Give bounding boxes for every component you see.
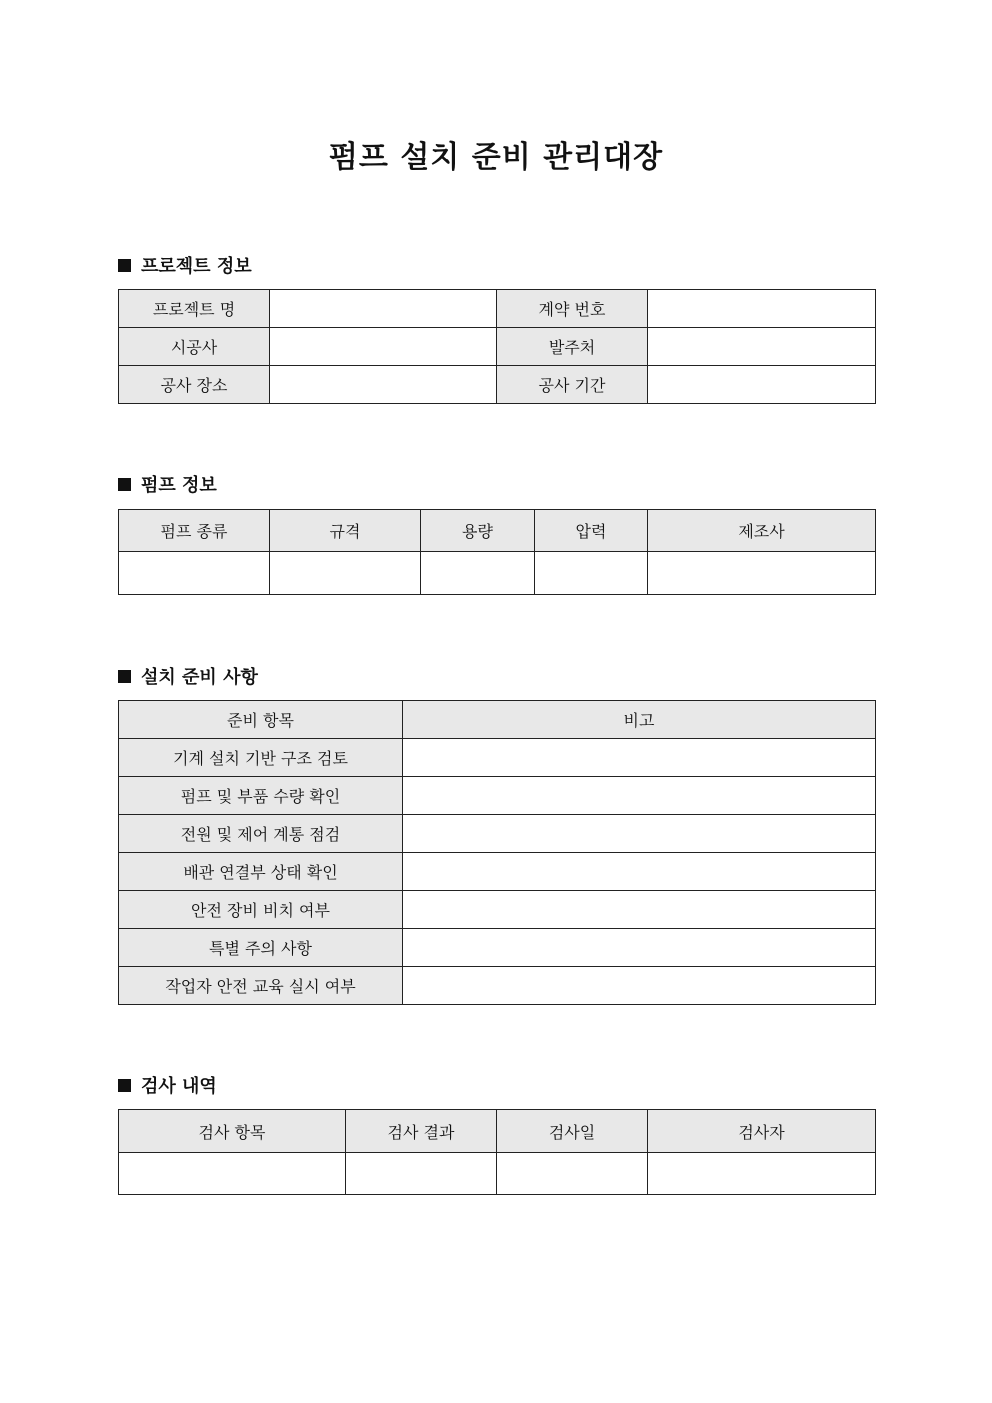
table-row xyxy=(119,739,876,777)
client-field[interactable] xyxy=(648,328,876,366)
prep-item-label: 특별 주의 사항 xyxy=(119,929,403,967)
section-heading-label: 프로젝트 정보 xyxy=(141,256,252,277)
spec-field[interactable] xyxy=(270,552,421,595)
table-row xyxy=(119,815,876,853)
label-site: 공사 장소 xyxy=(119,366,270,404)
table-row xyxy=(119,929,876,967)
prep-item-label: 안전 장비 비치 여부 xyxy=(119,891,403,929)
header-capacity: 용량 xyxy=(421,510,535,552)
header-pressure: 압력 xyxy=(535,510,648,552)
pump-info-table xyxy=(118,509,876,595)
label-contract-number: 계약 번호 xyxy=(497,290,648,328)
header-note: 비고 xyxy=(403,701,876,739)
table-row xyxy=(119,967,876,1005)
prep-item-label: 펌프 및 부품 수량 확인 xyxy=(119,777,403,815)
table-row xyxy=(119,328,876,366)
section-heading-project xyxy=(118,252,252,278)
square-bullet-icon xyxy=(118,1079,131,1092)
table-header-row xyxy=(119,1110,876,1153)
project-info-table xyxy=(118,289,876,404)
contract-number-field[interactable] xyxy=(648,290,876,328)
prep-item-label: 배관 연결부 상태 확인 xyxy=(119,853,403,891)
prep-table xyxy=(118,700,876,1005)
table-row xyxy=(119,366,876,404)
contractor-field[interactable] xyxy=(270,328,497,366)
table-row xyxy=(119,1153,876,1195)
table-header-row xyxy=(119,701,876,739)
square-bullet-icon xyxy=(118,670,131,683)
table-row xyxy=(119,552,876,595)
prep-note-field[interactable] xyxy=(403,853,876,891)
section-heading-label: 설치 준비 사항 xyxy=(141,667,258,688)
page-title: 펌프 설치 준비 관리대장 xyxy=(328,140,664,175)
section-heading-pump xyxy=(118,471,217,497)
table-row xyxy=(119,891,876,929)
header-pump-type: 펌프 종류 xyxy=(119,510,270,552)
table-row xyxy=(119,853,876,891)
prep-note-field[interactable] xyxy=(403,739,876,777)
label-period: 공사 기간 xyxy=(497,366,648,404)
square-bullet-icon xyxy=(118,259,131,272)
prep-note-field[interactable] xyxy=(403,815,876,853)
inspector-field[interactable] xyxy=(648,1153,876,1195)
header-spec: 규격 xyxy=(270,510,421,552)
header-inspection-item: 검사 항목 xyxy=(119,1110,346,1153)
square-bullet-icon xyxy=(118,478,131,491)
label-client: 발주처 xyxy=(497,328,648,366)
section-heading-label: 펌프 정보 xyxy=(141,475,217,496)
prep-item-label: 작업자 안전 교육 실시 여부 xyxy=(119,967,403,1005)
header-inspection-date: 검사일 xyxy=(497,1110,648,1153)
prep-note-field[interactable] xyxy=(403,929,876,967)
label-contractor: 시공사 xyxy=(119,328,270,366)
prep-note-field[interactable] xyxy=(403,891,876,929)
pressure-field[interactable] xyxy=(535,552,648,595)
inspection-result-field[interactable] xyxy=(346,1153,497,1195)
table-row xyxy=(119,777,876,815)
table-row xyxy=(119,290,876,328)
project-name-field[interactable] xyxy=(270,290,497,328)
table-header-row xyxy=(119,510,876,552)
section-heading-inspection xyxy=(118,1072,217,1098)
pump-type-field[interactable] xyxy=(119,552,270,595)
header-manufacturer: 제조사 xyxy=(648,510,876,552)
label-project-name: 프로젝트 명 xyxy=(119,290,270,328)
inspection-item-field[interactable] xyxy=(119,1153,346,1195)
header-prep-item: 준비 항목 xyxy=(119,701,403,739)
prep-item-label: 전원 및 제어 계통 점검 xyxy=(119,815,403,853)
header-inspector: 검사자 xyxy=(648,1110,876,1153)
header-inspection-result: 검사 결과 xyxy=(346,1110,497,1153)
inspection-table xyxy=(118,1109,876,1195)
prep-note-field[interactable] xyxy=(403,777,876,815)
inspection-date-field[interactable] xyxy=(497,1153,648,1195)
capacity-field[interactable] xyxy=(421,552,535,595)
manufacturer-field[interactable] xyxy=(648,552,876,595)
prep-note-field[interactable] xyxy=(403,967,876,1005)
period-field[interactable] xyxy=(648,366,876,404)
prep-item-label: 기계 설치 기반 구조 검토 xyxy=(119,739,403,777)
section-heading-prep xyxy=(118,663,258,689)
section-heading-label: 검사 내역 xyxy=(141,1076,217,1097)
site-field[interactable] xyxy=(270,366,497,404)
